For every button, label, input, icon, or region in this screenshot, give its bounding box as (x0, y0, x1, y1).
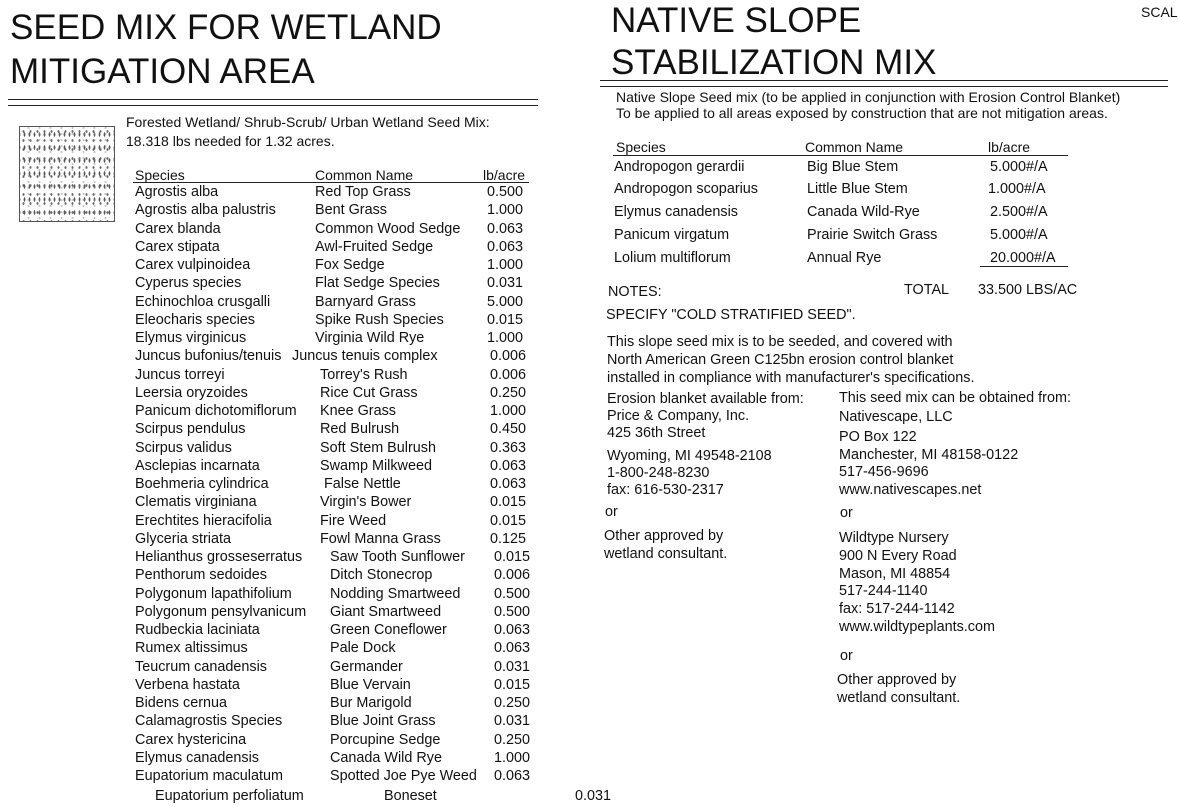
rate-cell: 0.063 (494, 640, 531, 657)
rate-cell: 1.000 (490, 403, 527, 419)
left-header-species: Species (135, 167, 185, 183)
left-title (10, 6, 442, 94)
table-row (0, 566, 560, 584)
left-intro-line1: Forested Wetland/ Shrub-Scrub/ Urban Wetland Seed Mix: (126, 114, 490, 130)
common-name-cell: Red Top Grass (315, 184, 411, 200)
right-title-line2: STABILIZATION MIX (611, 43, 937, 82)
rate-cell: 0.250 (494, 731, 531, 748)
left-last-row-rate: 0.031 (575, 788, 612, 804)
species-cell: Polygonum lapathifolium (135, 585, 292, 602)
right-header-common: Common Name (805, 139, 904, 155)
rate-cell: 0.031 (494, 713, 531, 730)
rate-cell: 0.063 (487, 238, 524, 255)
common-name-cell: Fox Sedge (315, 257, 385, 273)
species-cell: Scirpus validus (135, 439, 232, 456)
species-cell: Carex blanda (135, 220, 221, 237)
species-cell: Carex stipata (135, 238, 220, 255)
table-row (0, 493, 560, 511)
table-row (0, 311, 560, 329)
species-cell: Panicum virgatum (614, 227, 730, 243)
table-row (0, 225, 1048, 247)
right-header-rate: lb/acre (988, 139, 1031, 155)
table-row (0, 157, 1048, 179)
rate-cell: 0.250 (490, 384, 527, 401)
total-label: TOTAL (904, 282, 950, 298)
species-cell: Rudbeckia laciniata (135, 622, 260, 638)
species-cell: Eupatorium maculatum (135, 768, 283, 784)
table-row (0, 749, 560, 767)
table-row (0, 694, 560, 712)
species-cell: Elymus canadensis (135, 749, 259, 766)
species-cell: Penthorum sedoides (135, 567, 267, 584)
species-cell: Rumex altissimus (135, 640, 248, 657)
common-name-cell: Green Coneflower (330, 622, 447, 638)
rate-cell: 0.015 (490, 494, 527, 511)
rate-cell: 5.000#/A (990, 159, 1048, 175)
species-cell: Scirpus pendulus (135, 421, 246, 438)
right-title-rule-top (600, 80, 1168, 81)
left-header-common: Common Name (315, 167, 414, 183)
table-row (0, 420, 560, 438)
table-row (0, 329, 560, 347)
right-header-species: Species (616, 139, 666, 155)
common-name-cell: Bur Marigold (330, 695, 412, 711)
rate-cell: 0.015 (494, 676, 531, 693)
blanket-paragraph-line2: North American Green C125bn erosion control blanket (607, 352, 954, 368)
table-row (0, 402, 560, 420)
table-row (0, 767, 560, 785)
table-row (0, 676, 560, 694)
col1-line4: Wyoming, MI 49548-2108 (607, 448, 772, 464)
rate-cell: 20.000#/A (990, 250, 1056, 266)
right-title (611, 0, 936, 84)
common-name-cell: False Nettle (324, 476, 401, 492)
species-cell: Lolium multiflorum (614, 250, 731, 266)
table-row (0, 712, 560, 730)
rate-cell: 0.363 (490, 439, 527, 456)
common-name-cell: Nodding Smartweed (330, 585, 461, 602)
blanket-paragraph-line1: This slope seed mix is to be seeded, and covered with (607, 334, 953, 350)
col2-line3: PO Box 122 (839, 428, 917, 445)
rate-cell: 5.000#/A (990, 227, 1048, 243)
rate-cell: 0.500 (494, 603, 531, 620)
species-cell: Bidens cernua (135, 695, 228, 711)
left-intro (126, 113, 490, 151)
rate-cell: 0.063 (490, 476, 527, 492)
species-cell: Cyperus species (135, 275, 242, 292)
species-cell: Eleocharis species (135, 311, 255, 328)
right-title-line1: NATIVE SLOPE (611, 1, 862, 40)
common-name-cell: Pale Dock (330, 640, 396, 657)
table-row (0, 366, 560, 384)
rate-cell: 0.450 (490, 421, 527, 438)
col2-other1: Other approved by (837, 672, 957, 688)
col2-other (837, 671, 960, 707)
species-cell: Boehmeria cylindrica (135, 476, 269, 492)
species-cell: Helianthus grosseserratus (135, 549, 303, 565)
col2-n6: www.wildtypeplants.com (839, 618, 995, 635)
table-row (0, 548, 560, 566)
col1-line1: Erosion blanket available from: (607, 391, 804, 407)
rate-cell: 0.250 (494, 695, 531, 711)
rate-cell: 2.500#/A (990, 204, 1048, 220)
common-name-cell: Canada Wild Rye (330, 749, 442, 766)
common-name-cell: Red Bulrush (320, 421, 400, 438)
rate-cell: 0.063 (490, 457, 527, 474)
rate-cell: 5.000 (487, 293, 524, 310)
species-cell: Panicum dichotomiflorum (135, 403, 297, 419)
right-intro-line2: To be applied to all areas exposed by construction that are not mitigation areas. (616, 105, 1108, 121)
left-title-line2: MITIGATION AREA (10, 52, 315, 91)
table-row (0, 274, 560, 292)
species-cell: Teucrum canadensis (135, 658, 267, 675)
col2-line2: Nativescape, LLC (839, 409, 953, 425)
col1-other2: wetland consultant. (604, 546, 728, 562)
rate-cell: 1.000#/A (988, 181, 1046, 197)
species-cell: Elymus canadensis (614, 204, 738, 220)
common-name-cell: Common Wood Sedge (315, 220, 461, 237)
common-name-cell: Soft Stem Bulrush (320, 439, 436, 456)
left-intro-line2: 18.318 lbs needed for 1.32 acres. (126, 133, 335, 149)
common-name-cell: Spike Rush Species (315, 311, 444, 328)
notes-label: NOTES: (608, 284, 662, 300)
common-name-cell: Bent Grass (315, 202, 387, 219)
common-name-cell: Germander (330, 658, 403, 675)
table-row (0, 639, 560, 657)
erosion-blanket-supplier (607, 391, 804, 442)
rate-cell: 0.006 (490, 348, 527, 365)
rate-cell: 0.006 (494, 567, 531, 584)
common-name-cell: Virgin's Bower (320, 494, 412, 511)
species-cell: Polygonum pensylvanicum (135, 603, 307, 620)
rate-total-underline (980, 266, 1068, 267)
species-cell: Agrostis alba (135, 184, 219, 200)
rate-cell: 0.063 (487, 220, 524, 237)
species-cell: Elymus virginicus (135, 330, 247, 346)
common-name-cell: Fowl Manna Grass (320, 530, 441, 547)
rate-cell: 1.000 (487, 257, 524, 273)
table-row (0, 293, 560, 311)
col2-n3: Mason, MI 48854 (839, 565, 951, 582)
rate-cell: 1.000 (494, 749, 531, 766)
table-row (0, 202, 1048, 224)
table-row (0, 585, 560, 603)
species-cell: Clematis virginiana (135, 494, 257, 511)
common-name-cell: Juncus tenuis complex (292, 348, 438, 365)
total-value: 33.500 LBS/AC (978, 282, 1078, 298)
rate-cell: 0.015 (490, 512, 527, 529)
rate-cell: 1.000 (487, 330, 524, 346)
nativescape-contact (839, 409, 1018, 500)
species-cell: Juncus bufonius/tenuis (135, 348, 282, 365)
common-name-cell: Knee Grass (320, 403, 396, 419)
rate-cell: 0.063 (494, 622, 531, 638)
table-row (0, 530, 560, 548)
common-name-cell: Rice Cut Grass (320, 384, 418, 401)
rate-cell: 0.031 (494, 658, 531, 675)
species-cell: Andropogon gerardii (614, 159, 745, 175)
left-last-row-common: Boneset (384, 788, 437, 804)
col1-line5: 1-800-248-8230 (607, 465, 710, 481)
common-name-cell: Swamp Milkweed (320, 457, 432, 474)
common-name-cell: Blue Vervain (330, 676, 411, 693)
species-cell: Echinochloa crusgalli (135, 293, 271, 310)
col2-n1: Wildtype Nursery (839, 530, 949, 546)
table-row (0, 621, 560, 639)
common-name-cell: Saw Tooth Sunflower (330, 549, 465, 565)
blanket-paragraph-line3: installed in compliance with manufacturer's specifications. (607, 370, 975, 386)
species-cell: Juncus torreyi (135, 366, 225, 383)
common-name-cell: Torrey's Rush (320, 366, 408, 383)
specify-note: SPECIFY "COLD STRATIFIED SEED". (606, 307, 856, 323)
species-cell: Asclepias incarnata (135, 457, 260, 474)
species-cell: Calamagrostis Species (135, 713, 283, 730)
left-title-line1: SEED MIX FOR WETLAND (10, 8, 442, 47)
common-name-cell: Giant Smartweed (330, 603, 442, 620)
table-row (0, 512, 560, 530)
species-cell: Carex vulpinoidea (135, 257, 251, 273)
scale-label-fragment: SCAL (1141, 4, 1178, 20)
species-cell: Agrostis alba palustris (135, 202, 276, 219)
rate-cell: 0.500 (494, 585, 531, 602)
col2-line5: 517-456-9696 (839, 464, 929, 481)
table-row (0, 384, 560, 402)
col1-line6: fax: 616-530-2317 (607, 482, 724, 498)
table-row (0, 179, 1046, 201)
col1-other (604, 527, 727, 563)
table-row (0, 658, 560, 676)
common-name-cell: Porcupine Sedge (330, 731, 441, 748)
col2-line4: Manchester, MI 48158-0122 (839, 446, 1019, 463)
col1-or: or (605, 504, 618, 520)
species-cell: Erechtites hieracifolia (135, 512, 272, 529)
col2-n5: fax: 517-244-1142 (839, 601, 955, 618)
species-cell: Andropogon scoparius (614, 181, 759, 197)
rate-cell: 0.015 (487, 311, 524, 328)
col2-other2: wetland consultant. (837, 690, 961, 706)
table-row (0, 603, 560, 621)
common-name-cell: Canada Wild-Rye (807, 204, 920, 220)
common-name-cell: Flat Sedge Species (315, 275, 440, 292)
left-header-rate: lb/acre (483, 167, 526, 183)
right-intro (616, 89, 1120, 121)
table-row (0, 347, 560, 365)
seed-supplier-intro: This seed mix can be obtained from: (839, 390, 1071, 406)
right-header-rule (613, 155, 1068, 156)
left-last-row-species: Eupatorium perfoliatum (155, 788, 304, 804)
rate-cell: 0.015 (494, 549, 531, 565)
rate-cell: 1.000 (487, 202, 524, 219)
blanket-paragraph (607, 333, 974, 387)
rate-cell: 0.006 (490, 366, 527, 383)
right-title-rule-bottom (600, 86, 1168, 87)
table-row (0, 475, 560, 493)
left-title-rule-bottom (8, 105, 538, 106)
table-row (0, 439, 560, 457)
common-name-cell: Barnyard Grass (315, 293, 416, 310)
table-row (0, 457, 560, 475)
erosion-blanket-contact (607, 448, 772, 499)
rate-cell: 0.063 (494, 768, 531, 784)
common-name-cell: Annual Rye (807, 250, 882, 266)
common-name-cell: Prairie Switch Grass (807, 227, 938, 243)
common-name-cell: Ditch Stonecrop (330, 567, 433, 584)
right-intro-line1: Native Slope Seed mix (to be applied in conjunction with Erosion Control Blanket) (616, 89, 1121, 105)
table-row (0, 731, 560, 749)
species-cell: Leersia oryzoides (135, 384, 248, 401)
col2-or2: or (840, 648, 853, 664)
wildtype-contact (839, 530, 995, 637)
common-name-cell: Blue Joint Grass (330, 713, 436, 730)
rate-cell: 0.031 (487, 275, 524, 292)
table-row (0, 248, 1056, 270)
species-cell: Verbena hastata (135, 676, 240, 693)
col2-n2: 900 N Every Road (839, 547, 957, 564)
common-name-cell: Fire Weed (320, 512, 387, 529)
common-name-cell: Little Blue Stem (807, 181, 908, 197)
common-name-cell: Spotted Joe Pye Weed (330, 768, 477, 784)
species-cell: Glyceria striata (135, 530, 231, 547)
left-title-rule-top (8, 99, 538, 100)
common-name-cell: Big Blue Stem (807, 159, 899, 175)
col2-n4: 517-244-1140 (839, 583, 928, 600)
col2-line6: www.nativescapes.net (839, 482, 982, 499)
common-name-cell: Virginia Wild Rye (315, 330, 425, 346)
rate-cell: 0.125 (490, 530, 527, 547)
col1-line2: Price & Company, Inc. (607, 408, 750, 424)
col1-other1: Other approved by (604, 528, 724, 544)
rate-cell: 0.500 (487, 184, 524, 200)
common-name-cell: Awl-Fruited Sedge (315, 238, 434, 255)
species-cell: Carex hystericina (135, 731, 247, 748)
col2-or1: or (840, 505, 853, 521)
col1-line3: 425 36th Street (607, 425, 706, 441)
